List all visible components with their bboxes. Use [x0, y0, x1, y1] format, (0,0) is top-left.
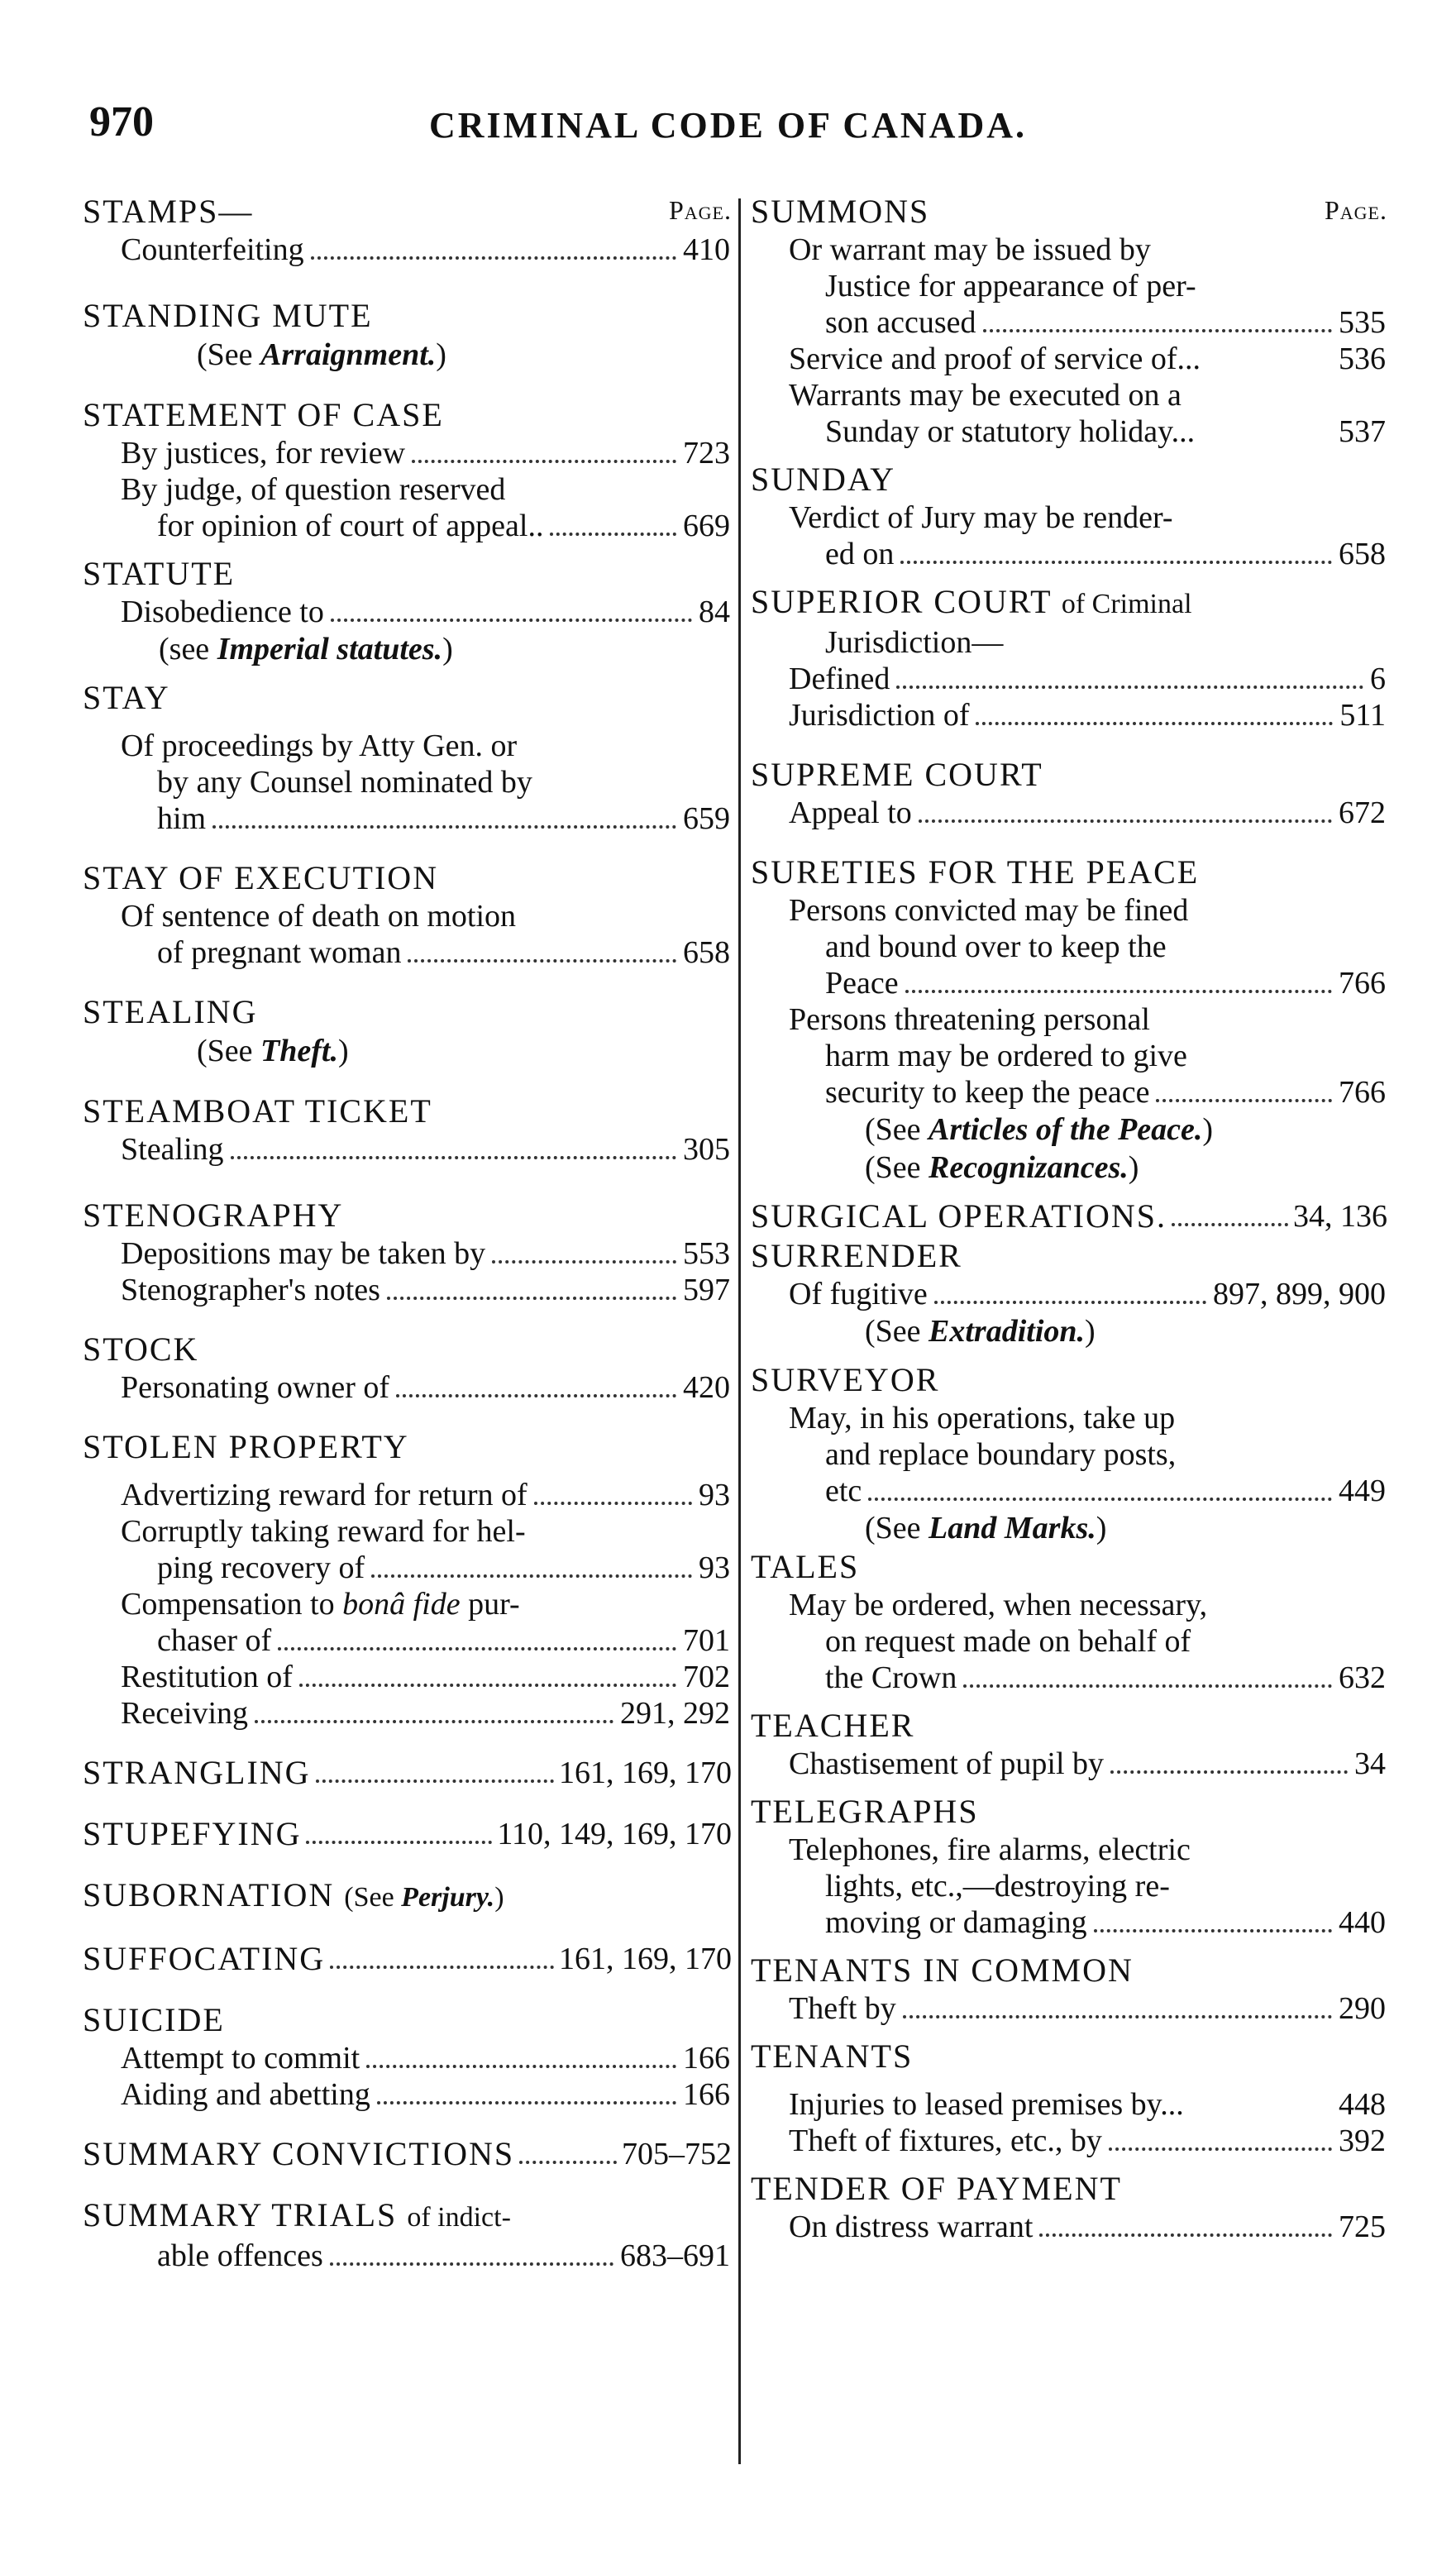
index-heading: STAY OF EXECUTION	[83, 859, 439, 896]
index-entry: able offences 683–691	[157, 2238, 730, 2273]
index-heading: SUMMARY CONVICTIONS 705–752	[83, 2135, 732, 2172]
index-entry: Stenographer's notes 597	[121, 1273, 730, 1307]
index-entry: Advertizing reward for return of 93	[121, 1478, 730, 1512]
index-heading: SUNDAY	[751, 461, 896, 498]
index-heading: SUICIDE	[83, 2001, 225, 2038]
index-entry: Persons convicted may be fined and bound over to keep the Peace 766	[789, 893, 1386, 1001]
page-ref: 420	[683, 1370, 730, 1405]
index-entry: Theft of fixtures, etc., by 392	[789, 2123, 1386, 2158]
page-ref: 6	[1370, 662, 1386, 696]
page-number: 970	[89, 98, 154, 146]
page-ref: 34, 136	[1293, 1199, 1387, 1234]
cross-reference: (See Recognizances.)	[865, 1150, 1139, 1185]
page-ref: 93	[699, 1478, 730, 1512]
cross-reference: (See Theft.)	[197, 1034, 349, 1068]
index-heading: SUPREME COURT	[751, 756, 1043, 793]
index-heading: STENOGRAPHY	[83, 1197, 344, 1234]
cross-reference: (See Land Marks.)	[865, 1511, 1107, 1545]
index-heading: STOCK	[83, 1330, 199, 1368]
left-column	[83, 192, 732, 2274]
page-ref: 766	[1339, 966, 1386, 1001]
index-heading: SUMMARY TRIALS of indict-	[83, 2196, 511, 2233]
page-ref: 161, 169, 170	[559, 1756, 732, 1790]
index-entry: May, in his operations, take up and replace boundary posts, etc 449	[789, 1401, 1386, 1508]
page-ref: 597	[683, 1273, 730, 1307]
index-entry: Warrants may be executed on a Sunday or statutory holiday... 537	[789, 378, 1386, 449]
cross-reference: (see Imperial statutes.)	[159, 632, 453, 666]
page-ref: 535	[1339, 305, 1386, 340]
running-title: CRIMINAL CODE OF CANADA.	[428, 105, 1028, 146]
page-header	[0, 98, 1456, 164]
index-entry: Of sentence of death on motion of pregnant woman 658	[121, 899, 730, 970]
index-entry: Aiding and abetting 166	[121, 2077, 730, 2112]
index-heading: STAY	[83, 679, 170, 716]
index-entry: Depositions may be taken by 553	[121, 1236, 730, 1271]
index-heading: STAMPS—	[83, 193, 254, 230]
index-entry: Stealing 305	[121, 1132, 730, 1167]
page-ref: 669	[683, 509, 730, 543]
index-entry: Attempt to commit 166	[121, 2041, 730, 2076]
index-entry: Appeal to 672	[789, 795, 1386, 830]
index-entry: Service and proof of service of... 536	[789, 342, 1386, 376]
page-ref: 897, 899, 900	[1213, 1277, 1386, 1311]
index-heading: TENANTS	[751, 2037, 914, 2075]
index-entry: On distress warrant 725	[789, 2209, 1386, 2244]
page-ref: 672	[1339, 795, 1386, 830]
index-entry: Jurisdiction of 511	[789, 698, 1386, 733]
index-entry: Corruptly taking reward for hel- ping recovery of 93	[121, 1514, 730, 1585]
page-ref: 93	[699, 1550, 730, 1585]
page-ref: 440	[1339, 1905, 1386, 1940]
index-heading: STUPEFYING 110, 149, 169, 170	[83, 1815, 732, 1852]
cross-reference: (See Articles of the Peace.)	[865, 1112, 1214, 1147]
index-heading: TELEGRAPHS	[751, 1793, 979, 1830]
cross-reference: (See Arraignment.)	[197, 337, 446, 372]
index-heading: SURETIES FOR THE PEACE	[751, 853, 1200, 891]
page-ref: 702	[683, 1660, 730, 1694]
index-heading: SUMMONS	[751, 193, 930, 230]
index-heading: STANDING MUTE	[83, 297, 373, 334]
index-entry: Counterfeiting 410	[121, 232, 730, 267]
index-entry: Of proceedings by Atty Gen. or by any Counsel nominated by him 659	[121, 729, 730, 836]
page-ref: 725	[1339, 2209, 1386, 2244]
index-entry: Injuries to leased premises by... 448	[789, 2087, 1386, 2122]
index-entry: Verdict of Jury may be render- ed on 658	[789, 500, 1386, 571]
index-entry: Theft by 290	[789, 1991, 1386, 2026]
index-heading: SURVEYOR	[751, 1361, 940, 1398]
index-heading: STATUTE	[83, 555, 236, 592]
index-entry: By justices, for review 723	[121, 436, 730, 471]
page-ref: 448	[1339, 2087, 1386, 2122]
right-column	[751, 192, 1387, 2245]
page-ref: 84	[699, 595, 730, 629]
index-subheading: Jurisdiction—	[825, 625, 1004, 660]
page-ref: 683–691	[620, 2238, 730, 2273]
index-entry: Personating owner of 420	[121, 1370, 730, 1405]
index-heading: STATEMENT OF CASE	[83, 396, 444, 433]
page-ref: 392	[1339, 2123, 1386, 2158]
index-heading: STRANGLING 161, 169, 170	[83, 1754, 732, 1791]
index-heading: TENANTS IN COMMON	[751, 1951, 1134, 1989]
page-ref: 34	[1354, 1746, 1386, 1781]
page-column-label: Page.	[668, 195, 732, 225]
page-column-label: Page.	[1324, 195, 1387, 225]
index-heading: STOLEN PROPERTY	[83, 1428, 409, 1465]
page-ref: 766	[1339, 1075, 1386, 1110]
index-heading: TALES	[751, 1548, 860, 1585]
index-heading: SUBORNATION (See Perjury.)	[83, 1876, 504, 1913]
index-heading: STEALING	[83, 993, 258, 1030]
page-ref: 410	[683, 232, 730, 267]
index-entry: By judge, of question reserved for opinion of court of appeal.. 669	[121, 472, 730, 543]
index-heading: TEACHER	[751, 1707, 915, 1744]
index-entry: Telephones, fire alarms, electric lights, etc.,—destroying re- moving or damaging 440	[789, 1832, 1386, 1940]
index-heading: TENDER OF PAYMENT	[751, 2170, 1122, 2207]
index-entry: Chastisement of pupil by 34	[789, 1746, 1386, 1781]
index-heading: SURRENDER	[751, 1237, 962, 1274]
page-ref: 537	[1339, 414, 1386, 449]
index-entry: Or warrant may be issued by Justice for appearance of per- son accused 535	[789, 232, 1386, 340]
index-entry: Disobedience to 84	[121, 595, 730, 629]
page-ref: 536	[1339, 342, 1386, 376]
index-heading: SURGICAL OPERATIONS. 34, 136	[751, 1197, 1387, 1235]
page-ref: 166	[683, 2077, 730, 2112]
page-ref: 511	[1339, 698, 1386, 733]
page-ref: 659	[683, 801, 730, 836]
index-entry: Restitution of 702	[121, 1660, 730, 1694]
index-entry: Receiving 291, 292	[121, 1696, 730, 1731]
page-ref: 632	[1339, 1660, 1386, 1695]
index-entry: Persons threatening personal harm may be ordered to give security to keep the peace 766	[789, 1002, 1386, 1110]
index-heading-row	[751, 192, 1387, 232]
page-ref: 658	[1339, 537, 1386, 571]
cross-reference: (See Extradition.)	[865, 1314, 1096, 1349]
page-ref: 305	[683, 1132, 730, 1167]
page-ref: 110, 149, 169, 170	[497, 1817, 732, 1851]
page-ref: 449	[1339, 1474, 1386, 1508]
page-ref: 166	[683, 2041, 730, 2076]
page-ref: 658	[683, 935, 730, 970]
page-ref: 291, 292	[620, 1696, 730, 1731]
page-ref: 705–752	[622, 2137, 732, 2171]
page-ref: 161, 169, 170	[559, 1942, 732, 1976]
page-ref: 723	[683, 436, 730, 471]
column-divider	[738, 198, 741, 2464]
index-heading: STEAMBOAT TICKET	[83, 1092, 432, 1130]
index-heading: SUPERIOR COURT of Criminal	[751, 583, 1192, 620]
index-entry: May be ordered, when necessary, on request made on behalf of the Crown 632	[789, 1588, 1386, 1695]
page-ref: 290	[1339, 1991, 1386, 2026]
page-ref: 701	[683, 1623, 730, 1658]
index-entry: Of fugitive 897, 899, 900	[789, 1277, 1386, 1311]
page-ref: 553	[683, 1236, 730, 1271]
index-heading: SUFFOCATING 161, 169, 170	[83, 1940, 732, 1977]
index-entry: Defined 6	[789, 662, 1386, 696]
index-entry: Compensation to bonâ fide pur- chaser of 701	[121, 1587, 730, 1658]
index-heading-row	[83, 192, 732, 232]
